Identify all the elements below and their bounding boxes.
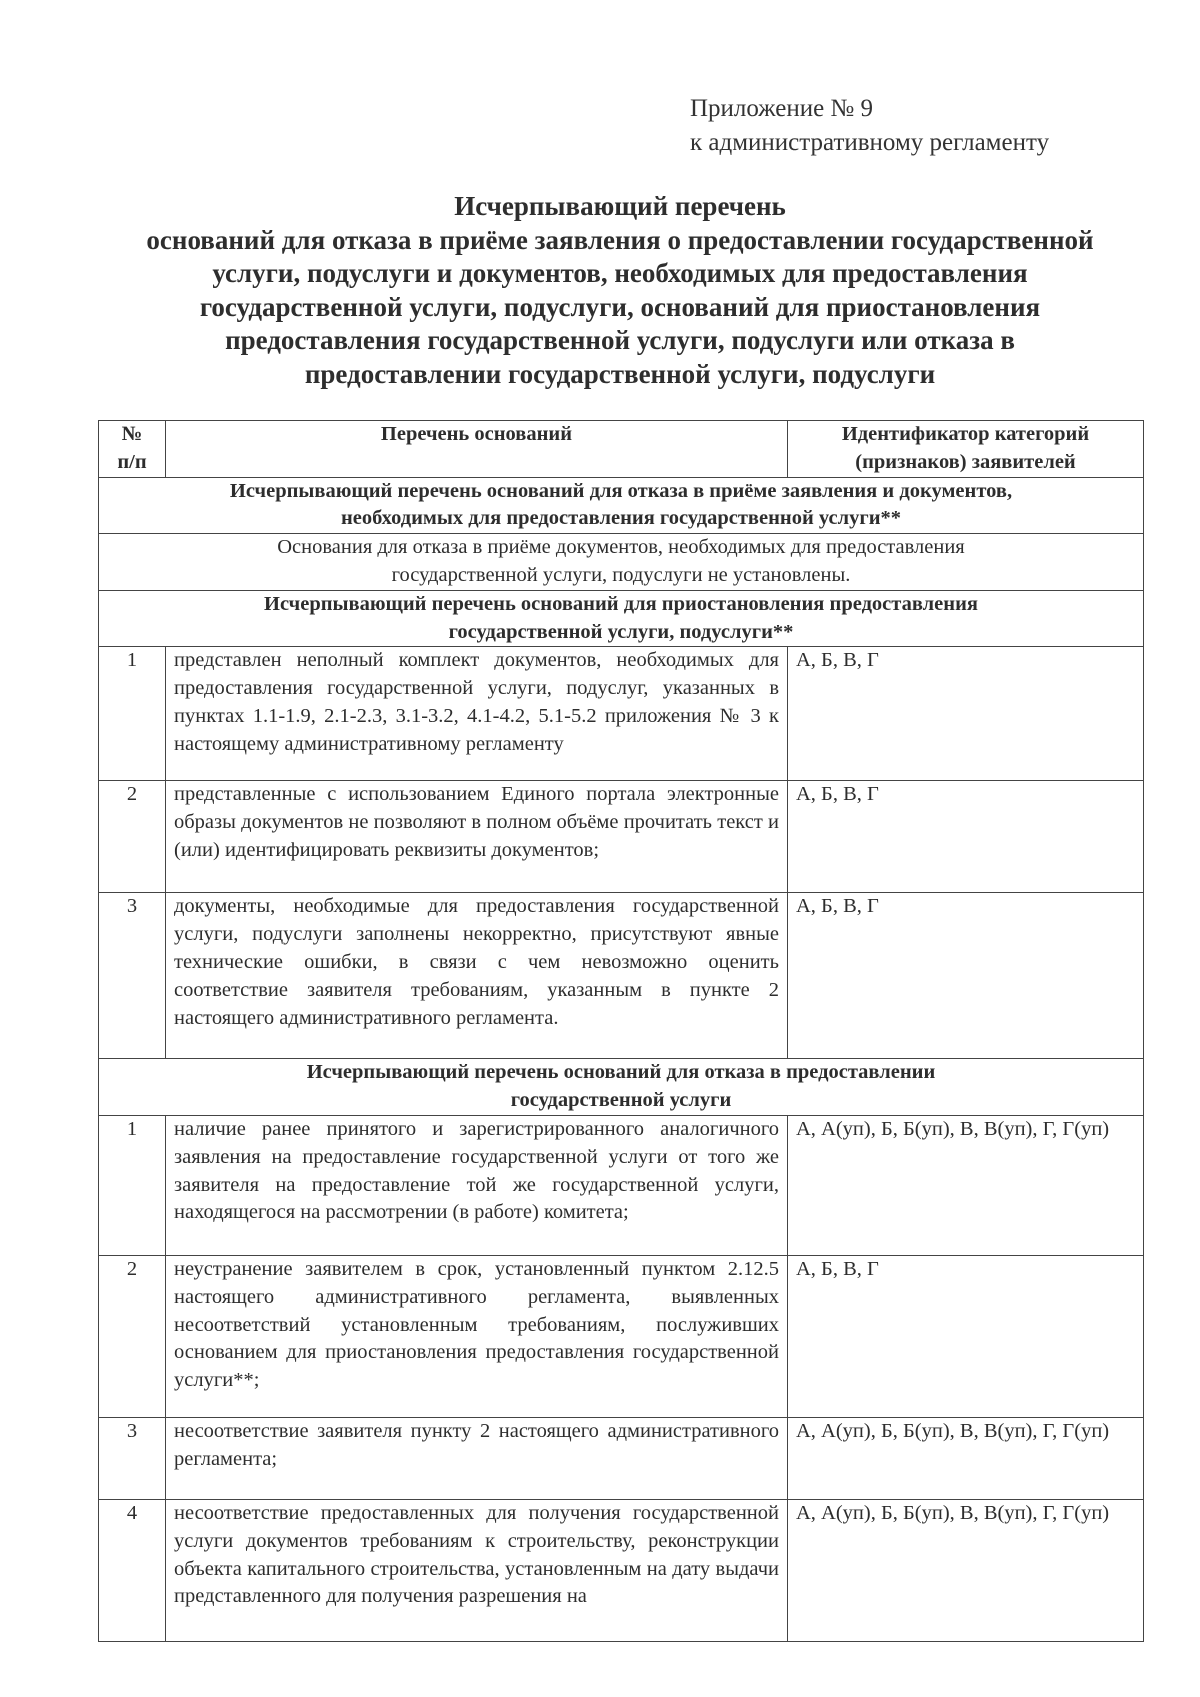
header-number: № п/п — [99, 421, 166, 478]
row-ground-text: документы, необходимые для предоставления государственной услуги, подуслуги заполнены некорректно, присутствуют явные технические ошибки, в связи с чем невозможно оценить соответствие заявителя требованиям, указанным в пункте 2 настоящего административного регламента. — [166, 893, 788, 1059]
title-line: предоставлении государственной услуги, подуслуги — [304, 358, 936, 389]
title-line: оснований для отказа в приёме заявления о предоставлении государственной — [146, 224, 1094, 255]
title-line: услуги, подуслуги и документов, необходимых для предоставления — [212, 258, 1028, 288]
row-number: 2 — [99, 781, 166, 893]
row-category-ids: А, А(уп), Б, Б(уп), В, В(уп), Г, Г(уп) — [788, 1499, 1144, 1641]
table-row — [99, 1499, 1144, 1641]
table-header-row — [99, 421, 1144, 478]
table-row — [99, 1255, 1144, 1417]
annex-reference: к административному регламенту — [690, 129, 1050, 156]
table-row — [99, 781, 1144, 893]
row-number: 1 — [99, 647, 166, 781]
row-category-ids: А, А(уп), Б, Б(уп), В, В(уп), Г, Г(уп) — [788, 1417, 1144, 1499]
table-row — [99, 1115, 1144, 1255]
row-ground-text: несоответствие заявителя пункту 2 настоящего административного регламента; — [166, 1417, 788, 1499]
section-heading-row — [99, 590, 1144, 647]
row-category-ids: А, Б, В, Г — [788, 647, 1144, 781]
section-title-refusal: Исчерпывающий перечень оснований для отказа в предоставлении государственной услуги — [99, 1059, 1144, 1116]
title-line: Исчерпывающий перечень — [454, 191, 786, 221]
table-row — [99, 1417, 1144, 1499]
section-heading-row — [99, 477, 1144, 534]
row-number: 1 — [99, 1115, 166, 1255]
section-title-suspension: Исчерпывающий перечень оснований для приостановления предоставления государственной услуги, подуслуги** — [99, 590, 1144, 647]
row-number: 2 — [99, 1255, 166, 1417]
row-ground-text: представлен неполный комплект документов, необходимых для предоставления государственной услуги, подуслуг, указанных в пунктах 1.1-1.9, 2.1-2.3, 3.1-3.2, 4.1-4.2, 5.1-5.2 приложения № 3 к настоящему административному регламенту — [166, 647, 788, 781]
row-number: 3 — [99, 893, 166, 1059]
section-note-row — [99, 534, 1144, 591]
table-row — [99, 647, 1144, 781]
row-category-ids: А, Б, В, Г — [788, 893, 1144, 1059]
header-category: Идентификатор категорий (признаков) заявителей — [788, 421, 1144, 478]
row-ground-text: наличие ранее принятого и зарегистрированного аналогичного заявления на предоставление государственной услуги от того же заявителя на предоставление той же государственной услуги, находящегося на рассмотрении (в работе) комитета; — [166, 1115, 788, 1255]
section-heading-row — [99, 1059, 1144, 1116]
annex-heading — [690, 92, 1049, 160]
header-grounds: Перечень оснований — [166, 421, 788, 478]
title-line: государственной услуги, подуслуги, оснований для приостановления — [199, 291, 1041, 322]
table-row — [99, 893, 1144, 1059]
row-category-ids: А, Б, В, Г — [788, 781, 1144, 893]
row-ground-text: несоответствие предоставленных для получения государственной услуги документов требованиям к строительству, реконструкции объекта капитального строительства, установленным на дату выдачи представленного для получения разрешения на — [166, 1499, 788, 1641]
row-number: 3 — [99, 1417, 166, 1499]
section-note-reception: Основания для отказа в приёме документов, необходимых для предоставления государственной услуги, подуслуги не установлены. — [99, 534, 1144, 591]
annex-number: Приложение № 9 — [690, 95, 874, 122]
document-title — [80, 190, 1160, 391]
title-line: предоставления государственной услуги, подуслуги или отказа в — [225, 325, 1015, 355]
grounds-table — [98, 420, 1144, 1642]
row-ground-text: представленные с использованием Единого портала электронные образы документов не позволяют в полном объёме прочитать текст и (или) идентифицировать реквизиты документов; — [166, 781, 788, 893]
row-ground-text: неустранение заявителем в срок, установленный пунктом 2.12.5 настоящего административного регламента, выявленных несоответствий установленным требованиям, послуживших основанием для приостановления предоставления государственной услуги**; — [166, 1255, 788, 1417]
row-category-ids: А, А(уп), Б, Б(уп), В, В(уп), Г, Г(уп) — [788, 1115, 1144, 1255]
row-category-ids: А, Б, В, Г — [788, 1255, 1144, 1417]
section-title-reception: Исчерпывающий перечень оснований для отказа в приёме заявления и документов, необходимых для предоставления государственной услуги** — [99, 477, 1144, 534]
row-number: 4 — [99, 1499, 166, 1641]
